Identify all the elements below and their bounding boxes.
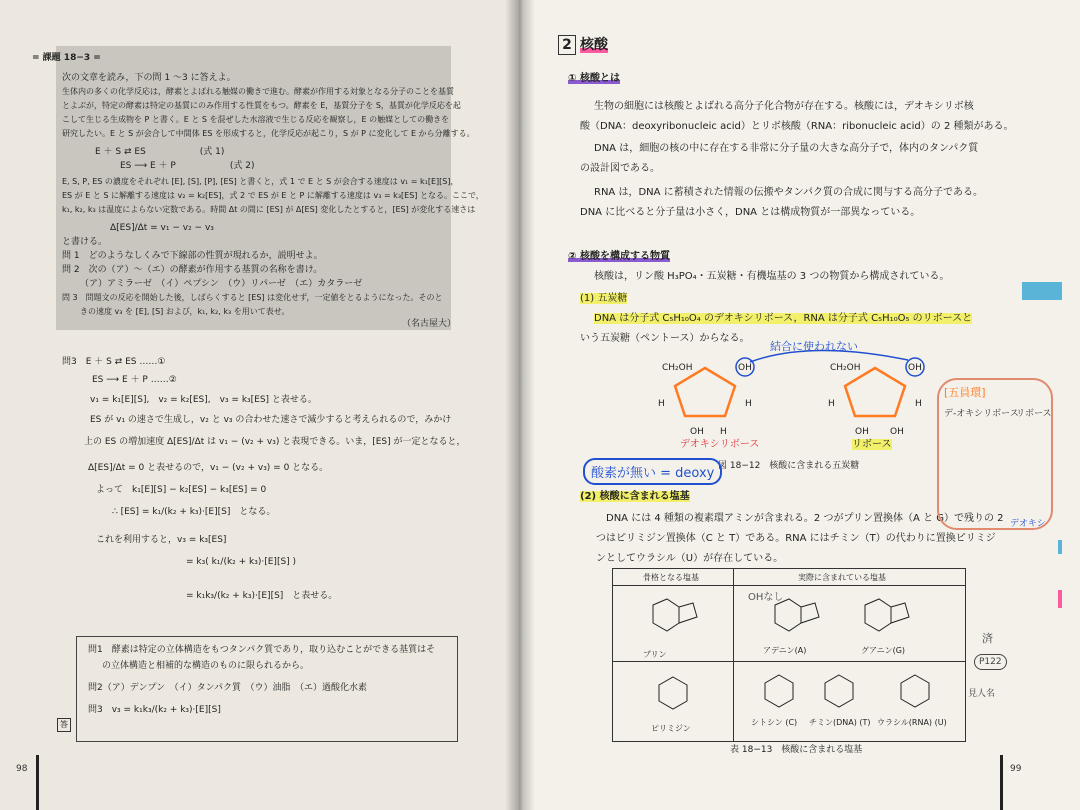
adenine-label: アデニン(A): [763, 646, 807, 655]
guanine-label: グアニン(G): [861, 646, 906, 655]
bases-table: [612, 568, 966, 742]
exercise-line: E, S, P, ES の濃度をそれぞれ [E], [S], [P], [ES] と書くと，式 1 で E と S が会合する速度は v₁ = k₁[E][S]，: [62, 177, 459, 186]
thymine-label: チミン(DNA) (T): [809, 718, 871, 727]
solution-line: = k₁k₃/(k₂ + k₃)·[E][S] と表せる。: [186, 591, 338, 601]
cytosine-structure: [759, 669, 799, 713]
answer-mark: 答: [57, 718, 71, 732]
svg-text:OH: OH: [855, 427, 869, 437]
sugar-heading: (1) 五炭糖: [580, 293, 628, 304]
ribose-ring: [845, 368, 905, 416]
svg-text:CH₂OH: CH₂OH: [830, 363, 861, 373]
base-heading: (2) 核酸に含まれる塩基: [580, 491, 690, 502]
page-edge-bar: [1000, 755, 1003, 810]
pyrimidine-label: ピリミジン: [651, 724, 691, 733]
handwritten-deoxy-short: デ-オキシリボース: [944, 409, 1019, 419]
body-line: DNA は分子式 C₅H₁₀O₄ のデオキシリボース，RNA は分子式 C₅H₁₀O₅ のリボースと: [594, 313, 973, 324]
cytosine-label: シトシン (C): [751, 718, 798, 727]
deoxyribose-label: デオキシリボース: [680, 439, 760, 450]
svg-text:OH: OH: [908, 363, 922, 373]
handwritten-five-membered: [五員環]: [944, 386, 986, 399]
equation-1: E ＋ S ⇄ ES (式 1): [95, 147, 225, 157]
sticky-tab[interactable]: [1022, 282, 1062, 300]
body-line: ンとしてウラシル（U）が存在している。: [596, 553, 784, 564]
deoxyribose-ring: [675, 368, 735, 416]
rate-equation: Δ[ES]/Δt = v₁ − v₂ − v₃: [110, 223, 214, 233]
subsection-1-title: ① 核酸とは: [568, 73, 620, 84]
section-title-text: 核酸: [580, 37, 608, 53]
solution-line: これを利用すると，v₃ = k₃[ES]: [96, 535, 227, 545]
handwritten-ribose-short: リボース: [1016, 409, 1052, 419]
handwritten-deoxy-arrow: デオキシ: [1010, 519, 1046, 529]
svg-text:CH₂OH: CH₂OH: [662, 363, 693, 373]
page-number-left: 98: [16, 764, 28, 774]
answer-line: 問1 酵素は特定の立体構造をもつタンパク質であり，取り込むことができる基質はそ: [88, 645, 436, 655]
exercise-title: = 課題 18−3 =: [32, 53, 101, 63]
book-gutter: [505, 0, 535, 810]
handwritten-deoxy-note: 酸素が無い = deoxy: [583, 458, 722, 485]
uracil-structure: [895, 669, 935, 713]
exercise-line: ES が E と S に解離する速度は v₂ = k₂[ES]，式 2 で ES が E と P に解離する速度は v₃ = k₃[ES] となる。ここで，: [62, 191, 484, 200]
handwritten-bond-note: 結合に使われない: [770, 340, 858, 353]
svg-text:H: H: [720, 427, 727, 437]
svg-text:OH: OH: [890, 427, 904, 437]
solution-eq-1: 問3 E ＋ S ⇄ ES ……①: [62, 357, 166, 367]
body-line: RNA は，DNA に蓄積された情報の伝搬やタンパク質の合成に関与する高分子である。: [594, 187, 983, 198]
question-3-cont: きの速度 v₃ を [E], [S] および，k₁, k₂, k₃ を用いて表せ。: [80, 307, 290, 316]
subsection-2-title: ② 核酸を構成する物質: [568, 251, 670, 262]
solution-line: = k₃( k₁/(k₂ + k₃)·[E][S] ): [186, 557, 297, 567]
guanine-structure: [853, 593, 923, 643]
solution-line: v₁ = k₁[E][S], v₂ = k₂[ES], v₃ = k₃[ES] と表せる。: [90, 395, 317, 405]
figure-caption: 図 18−12 核酸に含まれる五炭糖: [718, 461, 860, 471]
exercise-line: k₁, k₂, k₃ は温度によらない定数である。時間 Δt の間に [ES] が Δ[ES] 変化したとすると，[ES] が変化する速さは: [62, 205, 476, 214]
svg-text:OH: OH: [738, 363, 752, 373]
exercise-line: と書ける。: [62, 237, 108, 247]
table-header: 実際に含まれている塩基: [798, 573, 886, 582]
page-number-right: 99: [1010, 764, 1022, 774]
exercise-line: 研究したい。E と S が会合して中間体 ES を形成すると，化学反応が起こり，S が P に変化して E から分離する。: [62, 129, 475, 138]
answer-line: の立体構造と相補的な構造のものに限られるから。: [102, 661, 310, 671]
uracil-label: ウラシル(RNA) (U): [877, 718, 947, 727]
svg-text:OH: OH: [690, 427, 704, 437]
exercise-line: 次の文章を読み，下の問 1 〜3 に答えよ。: [62, 73, 236, 83]
question-3: 問 3 問題文の反応を開始した後，しばらくすると [ES] は変化せず，一定値をとるようになった。そのと: [62, 293, 443, 302]
purine-structure: [641, 597, 701, 642]
handwritten-side-box: [937, 378, 1053, 530]
svg-text:H: H: [745, 399, 752, 409]
body-line: DNA に比べると分子量は小さく，DNA とは構成物質が一部異なっている。: [580, 207, 921, 218]
body-line: つはピリミジン置換体（C と T）である。RNA にはチミン（T）の代わりに置換ピリミジ: [596, 533, 996, 544]
question-2-options: （ア）アミラーゼ （イ）ペプシン （ウ）リパーゼ （エ）カタラーゼ: [80, 279, 363, 289]
solution-eq-2: ES ⟶ E ＋ P ……②: [92, 375, 177, 385]
section-number: 2: [558, 35, 576, 55]
solution-line: ∴ [ES] = k₁/(k₂ + k₃)·[E][S] となる。: [112, 507, 276, 517]
solution-line: ES が v₁ の速さで生成し，v₂ と v₃ の合わせた速さで減少すると考えられるので，みかけ: [90, 415, 452, 425]
handwritten-lookup: 見人名: [968, 689, 996, 699]
answer-line: 問2（ア）デンプン （イ）タンパク質 （ウ）油脂 （エ）過酸化水素: [88, 683, 368, 693]
ribose-label: リボース: [852, 439, 892, 450]
table-caption: 表 18−13 核酸に含まれる塩基: [730, 745, 863, 755]
exercise-line: とよぶが，特定の酵素は特定の基質にのみ作用する性質をもつ。酵素を E，基質分子を S，基質が化学反応を起: [62, 101, 461, 110]
handwritten-check: 済: [982, 632, 993, 645]
exercise-source: （名古屋大）: [402, 319, 457, 329]
equation-2: ES ⟶ E ＋ P (式 2): [120, 161, 255, 171]
svg-text:H: H: [828, 399, 835, 409]
thymine-structure: [819, 669, 859, 713]
svg-text:H: H: [658, 399, 665, 409]
pyrimidine-structure: [653, 673, 693, 713]
question-1: 問 1 どのようなしくみで下線部の性質が現れるか，説明せよ。: [62, 251, 323, 261]
section-title: [558, 34, 608, 55]
body-line: DNA には 4 種類の複素環アミンが含まれる。2 つがプリン置換体（A と G）で残りの 2: [606, 513, 1004, 524]
sticky-tab-edge: [1058, 540, 1062, 554]
handwritten-oh-note: OHなし: [748, 592, 784, 603]
pentose-structures: [650, 348, 930, 448]
body-line: の設計図である。: [580, 163, 660, 174]
body-line: DNA は，細胞の核の中に存在する非常に分子量の大きな高分子で，体内のタンパク質: [594, 143, 979, 154]
svg-text:H: H: [915, 399, 922, 409]
answer-line: 問3 v₃ = k₁k₃/(k₂ + k₃)·[E][S]: [88, 705, 221, 715]
body-line: 酸（DNA：deoxyribonucleic acid）とリボ核酸（RNA：ribonucleic acid）の 2 種類がある。: [580, 121, 1014, 132]
purine-label: プリン: [643, 650, 667, 659]
solution-line: よって k₁[E][S] − k₂[ES] − k₃[ES] = 0: [96, 485, 267, 495]
sticky-tab-edge: [1058, 590, 1062, 608]
exercise-line: 生体内の多くの化学反応は，酵素とよばれる触媒の働きで進む。酵素が作用する対象となる分子のことを基質: [62, 87, 454, 96]
question-2: 問 2 次の（ア）〜（エ）の酵素が作用する基質の名称を書け。: [62, 265, 323, 275]
page-edge-bar: [36, 755, 39, 810]
table-header: 骨格となる塩基: [643, 573, 699, 582]
handwritten-page-ref: P122: [974, 654, 1007, 670]
solution-line: Δ[ES]/Δt = 0 と表せるので，v₁ − (v₂ + v₃) = 0 となる。: [88, 463, 329, 473]
solution-line: 上の ES の増加速度 Δ[ES]/Δt は v₁ − (v₂ + v₃) と表現できる。いま，[ES] が一定となると，: [84, 437, 466, 447]
body-line: 生物の細胞には核酸とよばれる高分子化合物が存在する。核酸には，デオキシリボ核: [594, 101, 974, 112]
body-line: 核酸は，リン酸 H₃PO₄・五炭糖・有機塩基の 3 つの物質から構成されている。: [594, 271, 950, 282]
body-line: いう五炭糖（ペントース）からなる。: [580, 333, 750, 344]
exercise-line: こして生じる生成物を P と書く。E と S を混ぜした水溶液で生じる反応を観察し，E の触媒としての働きを: [62, 115, 450, 124]
left-page: [0, 0, 520, 810]
